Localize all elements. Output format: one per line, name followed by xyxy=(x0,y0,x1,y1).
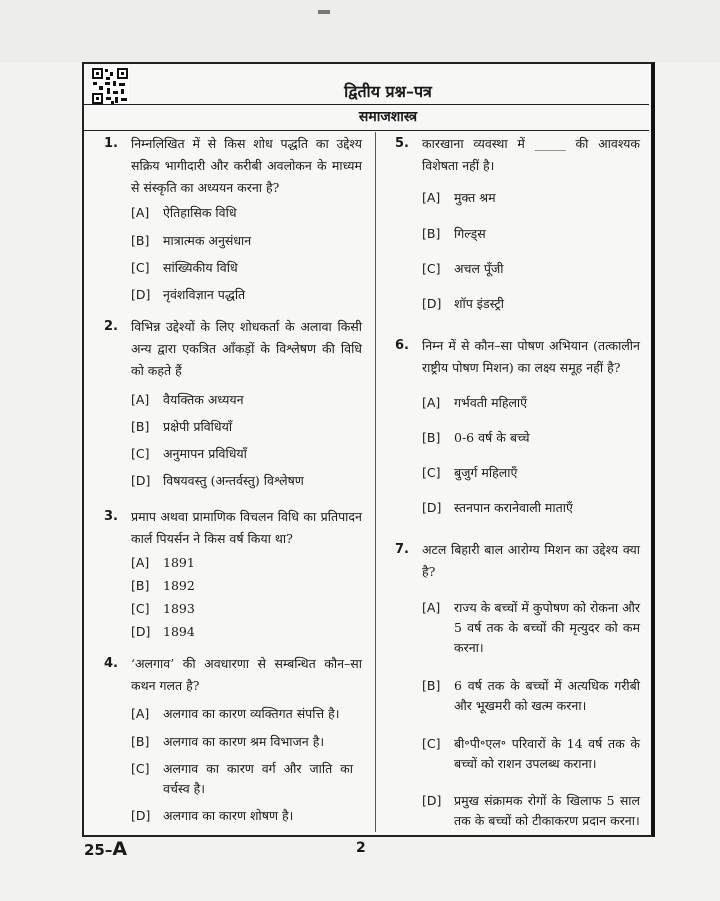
option-text: प्रमुख संक्रामक रोगों के खिलाफ 5 साल तक के बच्चों को टीकाकरण प्रदान करना। xyxy=(454,793,640,828)
option-label: [C] xyxy=(422,465,441,480)
question-number: 3. xyxy=(104,509,118,524)
option-2c[interactable] xyxy=(131,444,247,464)
option-label: [A] xyxy=(131,555,150,570)
option-label: [C] xyxy=(422,261,441,276)
option-text: अलगाव का कारण शोषण है। xyxy=(163,808,294,823)
page-number: 2 xyxy=(356,840,366,856)
option-text: अचल पूँजी xyxy=(454,261,504,276)
question-number: 2. xyxy=(104,319,118,334)
option-label: [B] xyxy=(131,419,150,434)
option-2b[interactable] xyxy=(131,417,232,437)
question-text: ‘अलगाव’ की अवधारणा से सम्बन्धित कौन–सा कथन गलत है? xyxy=(131,656,362,693)
option-4a[interactable] xyxy=(131,704,340,724)
option-text: वैयक्तिक अध्ययन xyxy=(163,392,244,407)
paper-code-prefix: 25– xyxy=(84,841,113,859)
option-6b[interactable] xyxy=(422,428,530,448)
option-text: शॉप इंडस्ट्री xyxy=(454,296,505,311)
option-label: [C] xyxy=(422,736,441,751)
option-text: प्रक्षेपी प्रविधियाँ xyxy=(163,419,233,434)
question-3 xyxy=(104,506,362,550)
option-text: 1893 xyxy=(163,601,195,616)
question-text: अटल बिहारी बाल आरोग्य मिशन का उद्देश्य क्या है? xyxy=(422,542,640,579)
option-1a[interactable] xyxy=(131,203,237,223)
option-label: [D] xyxy=(131,287,151,302)
option-text: 0-6 वर्ष के बच्चे xyxy=(454,430,530,445)
option-label: [D] xyxy=(131,808,151,823)
option-1c[interactable] xyxy=(131,258,238,278)
option-6c[interactable] xyxy=(422,463,517,483)
option-text: मात्रात्मक अनुसंधान xyxy=(163,233,252,248)
option-text: 1892 xyxy=(163,578,195,593)
option-text: गिल्ड्स xyxy=(454,226,486,241)
option-text: नृवंशविज्ञान पद्धति xyxy=(163,287,246,302)
option-label: [A] xyxy=(422,600,441,615)
option-1b[interactable] xyxy=(131,231,251,251)
option-text: 1894 xyxy=(163,624,195,639)
option-text: गर्भवती महिलाएँ xyxy=(454,395,528,410)
option-label: [D] xyxy=(422,500,442,515)
option-label: [D] xyxy=(131,624,151,639)
question-number: 5. xyxy=(395,136,409,151)
option-label: [B] xyxy=(131,734,150,749)
option-label: [B] xyxy=(131,578,150,593)
option-5c[interactable] xyxy=(422,259,504,279)
option-text: सांख्यिकीय विधि xyxy=(163,260,238,275)
question-1 xyxy=(104,133,362,199)
option-2a[interactable] xyxy=(131,390,244,410)
option-7c[interactable] xyxy=(422,734,640,774)
option-1d[interactable] xyxy=(131,285,245,305)
option-label: [A] xyxy=(422,395,441,410)
option-4d[interactable] xyxy=(131,806,293,826)
option-6d[interactable] xyxy=(422,498,573,518)
option-3a[interactable] xyxy=(131,553,195,573)
option-text: बुजुर्ग महिलाएँ xyxy=(454,465,518,480)
option-label: [D] xyxy=(422,296,442,311)
option-text: स्तनपान करानेवाली माताएँ xyxy=(454,500,573,515)
option-5d[interactable] xyxy=(422,294,504,314)
paper-code-letter: A xyxy=(112,838,128,860)
option-label: [B] xyxy=(422,430,441,445)
option-text: अलगाव का कारण वर्ग और जाति का वर्चस्व है। xyxy=(163,761,353,796)
option-3d[interactable] xyxy=(131,622,195,642)
scan-margin xyxy=(0,0,720,62)
column-divider xyxy=(375,132,376,832)
option-label: [D] xyxy=(131,473,151,488)
option-label: [B] xyxy=(422,678,441,693)
question-number: 6. xyxy=(395,338,409,353)
option-label: [D] xyxy=(422,793,442,808)
question-text: कारखाना व्यवस्था में _____ की आवश्यक विशेषता नहीं है। xyxy=(422,136,640,173)
option-label: [A] xyxy=(131,205,150,220)
option-text: बी॰पी॰एल॰ परिवारों के 14 वर्ष तक के बच्चों को राशन उपलब्ध कराना। xyxy=(454,736,640,771)
option-5a[interactable] xyxy=(422,188,496,208)
question-number: 1. xyxy=(104,136,118,151)
option-label: [C] xyxy=(131,761,150,776)
option-text: अलगाव का कारण व्यक्तिगत संपत्ति है। xyxy=(163,706,340,721)
question-text: निम्नलिखित में से किस शोध पद्धति का उद्देश्य सक्रिय भागीदारी और करीबी अवलोकन के माध्यम से संस्कृति का अध्ययन करना है? xyxy=(131,136,362,195)
question-5 xyxy=(395,133,640,177)
question-2 xyxy=(104,316,362,382)
option-text: 1891 xyxy=(163,555,195,570)
option-7a[interactable] xyxy=(422,598,640,658)
option-label: [C] xyxy=(131,260,150,275)
option-label: [C] xyxy=(131,446,150,461)
subject-title: समाजशास्त्र xyxy=(358,109,418,125)
option-text: विषयवस्तु (अन्तर्वस्तु) विश्लेषण xyxy=(163,473,304,488)
option-text: ऐतिहासिक विधि xyxy=(163,205,237,220)
option-label: [A] xyxy=(422,190,441,205)
question-4 xyxy=(104,653,362,697)
header-rule-top xyxy=(82,104,649,105)
option-text: राज्य के बच्चों में कुपोषण को रोकना और 5 वर्ष तक के बच्चों की मृत्युदर को कम करना। xyxy=(454,600,640,655)
option-text: मुक्त श्रम xyxy=(454,190,496,205)
option-label: [C] xyxy=(131,601,150,616)
option-5b[interactable] xyxy=(422,224,486,244)
question-text: विभिन्न उद्देश्यों के लिए शोधकर्ता के अलावा किसी अन्य द्वारा एकत्रित आँकड़ों के विश्लेषण की विधि को कहते हैं xyxy=(131,319,362,378)
option-7d[interactable] xyxy=(422,791,640,831)
option-text: अनुमापन प्रविधियाँ xyxy=(163,446,247,461)
header-rule-bottom xyxy=(82,130,649,131)
question-number: 4. xyxy=(104,656,118,671)
option-label: [A] xyxy=(131,706,150,721)
option-2d[interactable] xyxy=(131,471,304,491)
option-6a[interactable] xyxy=(422,393,527,413)
option-7b[interactable] xyxy=(422,676,640,716)
option-4c[interactable] xyxy=(131,759,353,799)
question-6 xyxy=(395,335,640,379)
question-text: प्रमाप अथवा प्रामाणिक विचलन विधि का प्रतिपादन कार्ल पियर्सन ने किस वर्ष किया था? xyxy=(131,509,362,546)
option-3b[interactable] xyxy=(131,576,195,596)
question-number: 7. xyxy=(395,542,409,557)
option-label: [A] xyxy=(131,392,150,407)
scan-mark xyxy=(318,10,330,14)
paper-code xyxy=(84,838,127,860)
option-4b[interactable] xyxy=(131,732,324,752)
question-text: निम्न में से कौन–सा पोषण अभियान (तत्कालीन राष्ट्रीय पोषण मिशन) का लक्ष्य समूह नहीं है? xyxy=(422,338,640,375)
option-label: [B] xyxy=(131,233,150,248)
option-label: [B] xyxy=(422,226,441,241)
option-text: 6 वर्ष तक के बच्चों में अत्यधिक गरीबी और भूखमरी को खत्म करना। xyxy=(454,678,640,713)
paper-title: द्वितीय प्रश्न–पत्र xyxy=(344,82,432,101)
option-3c[interactable] xyxy=(131,599,195,619)
option-text: अलगाव का कारण श्रम विभाजन है। xyxy=(163,734,325,749)
question-7 xyxy=(395,539,640,583)
